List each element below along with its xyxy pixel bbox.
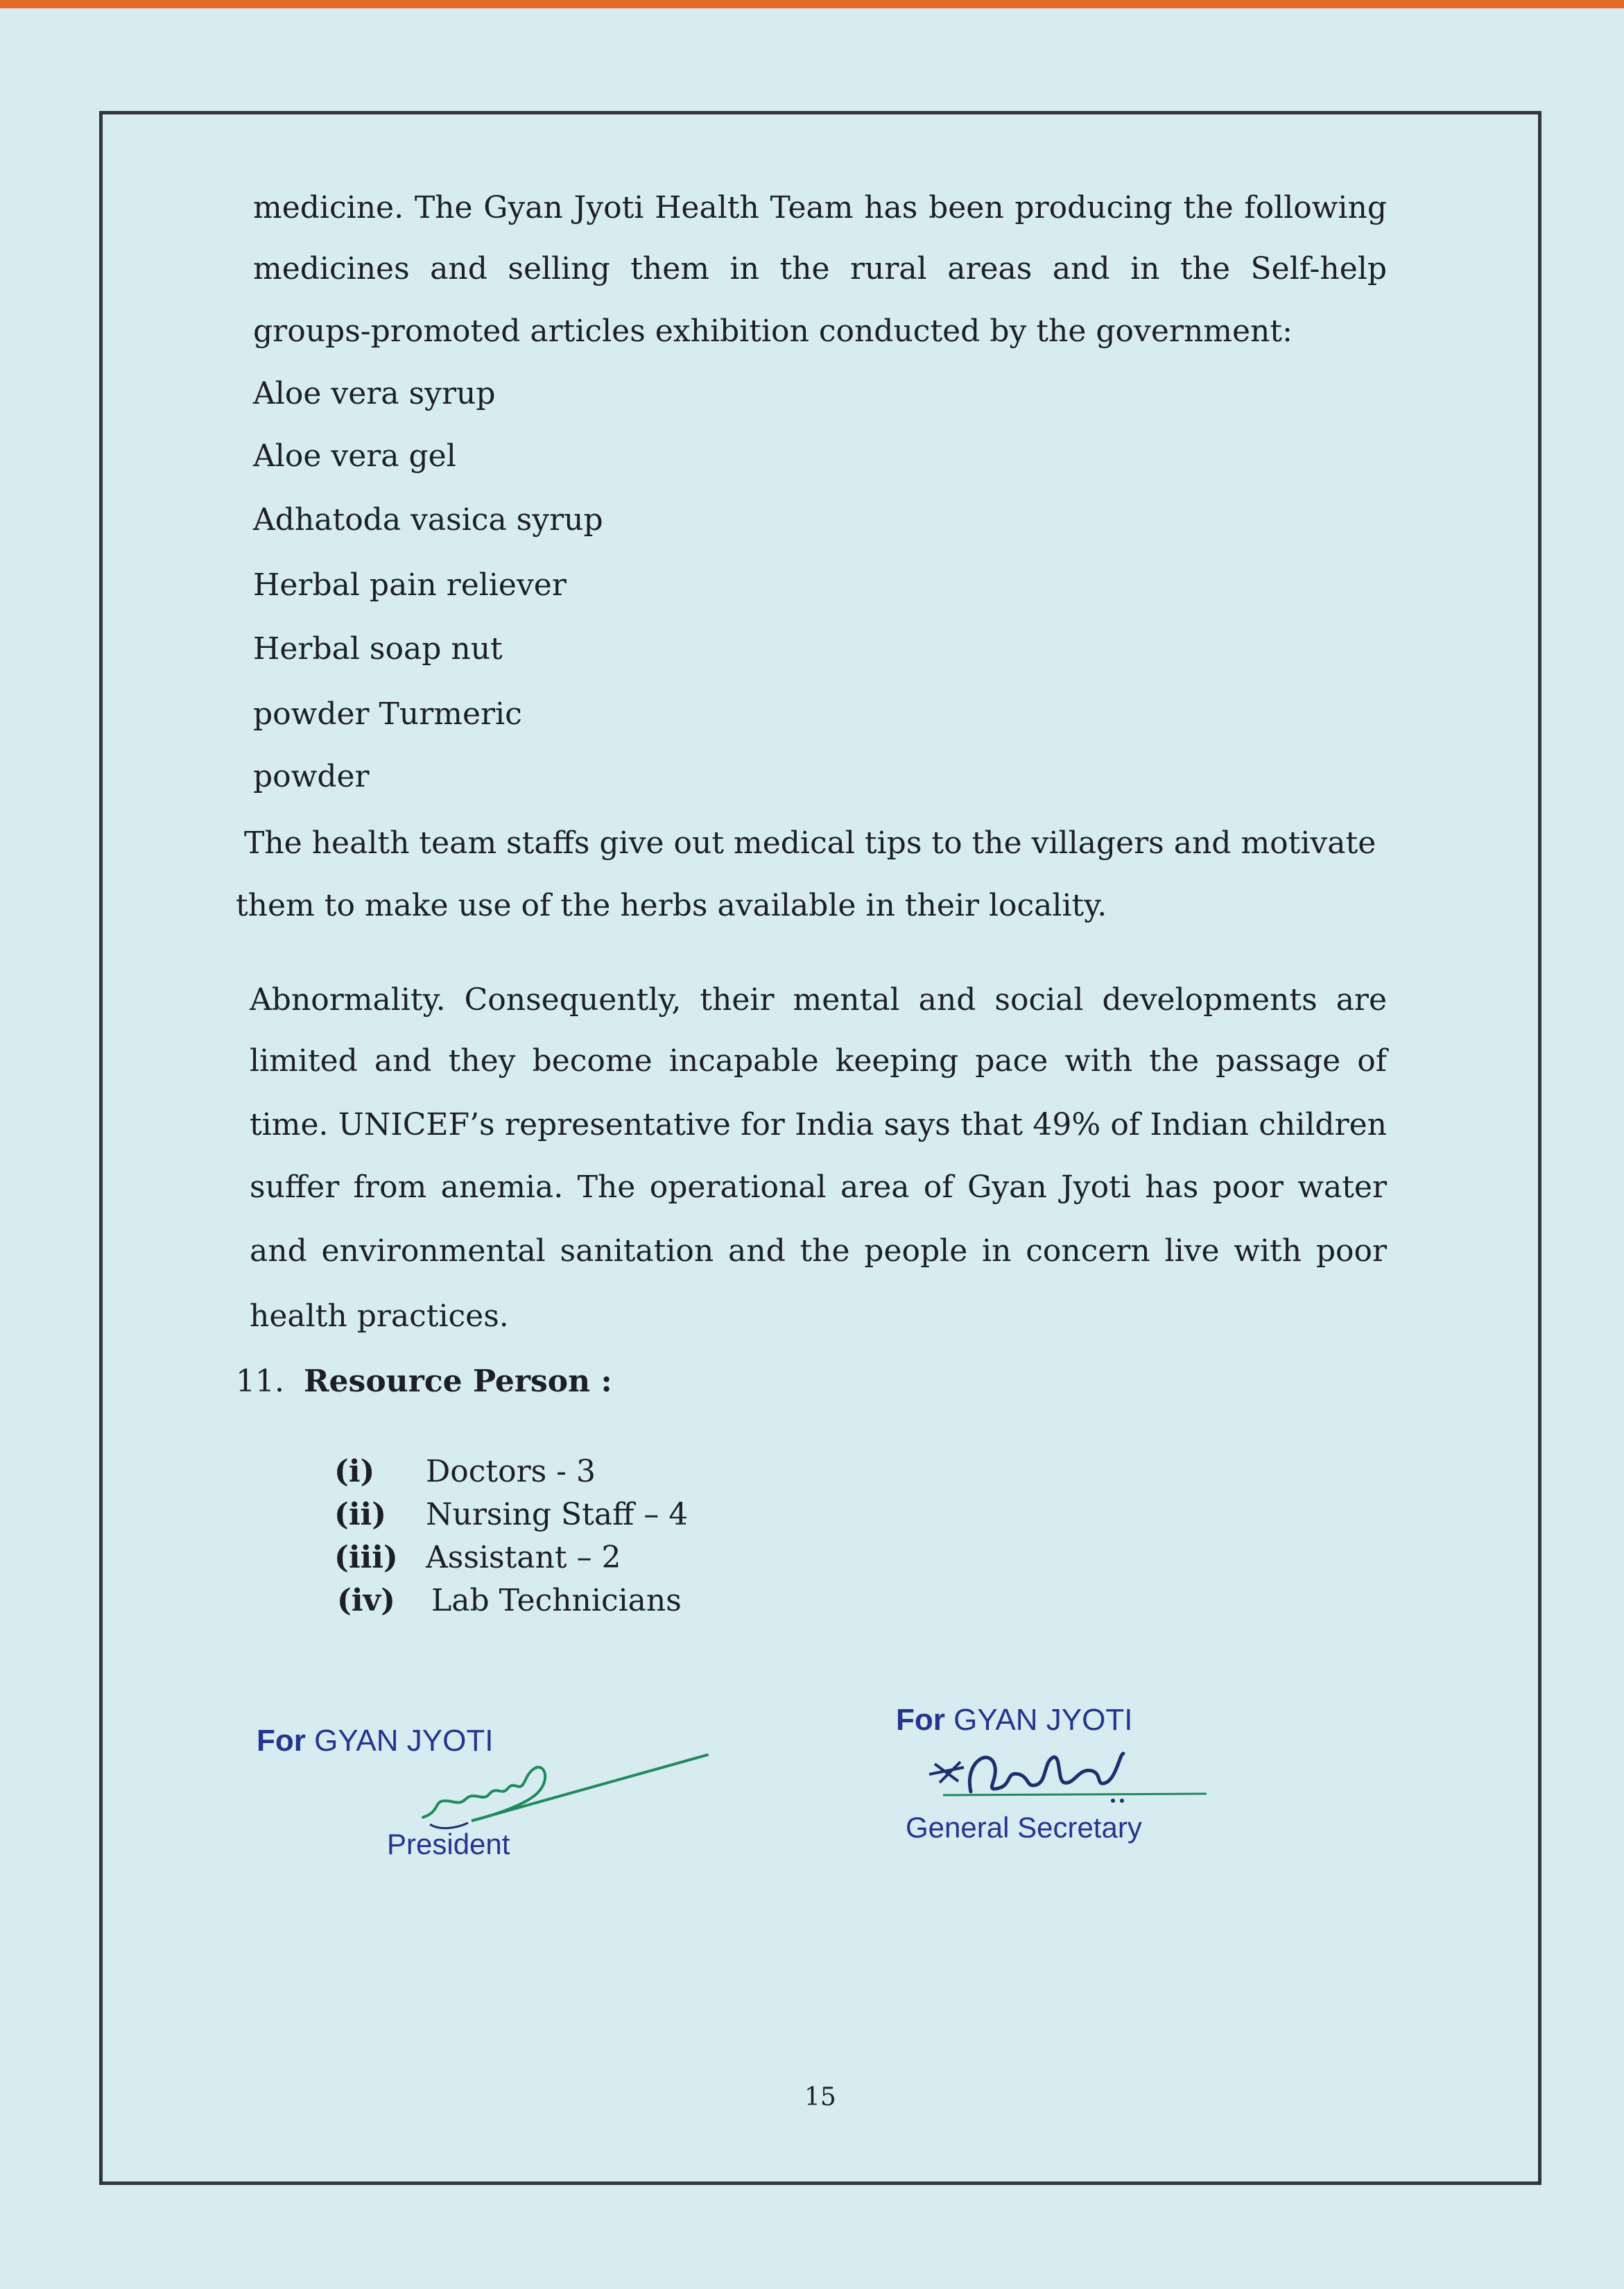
resource-marker: (iv): [337, 1583, 395, 1618]
page-number: 15: [804, 2083, 836, 2111]
paragraph-3-line-3: time. UNICEF’s representative for India says that 49% of Indian children: [250, 1107, 1387, 1142]
medicine-item: Aloe vera gel: [253, 438, 456, 474]
paragraph-1-line-3: groups-promoted articles exhibition conducted by the government:: [253, 314, 1293, 349]
paragraph-1-line-1: medicine. The Gyan Jyoti Health Team has been producing the following: [253, 190, 1387, 225]
section-title: Resource Person :: [303, 1364, 612, 1399]
resource-marker: (i): [334, 1454, 375, 1489]
resource-marker: (iii): [334, 1540, 398, 1575]
medicine-item: Herbal pain reliever: [253, 567, 567, 603]
paragraph-2-line-1: The health team staffs give out medical tips to the villagers and motivate: [244, 825, 1376, 861]
paragraph-3-line-1: Abnormality. Consequently, their mental and social developments are: [250, 982, 1387, 1018]
right-stamp-heading: [896, 1705, 1132, 1735]
paragraph-3-line-5: and environmental sanitation and the people in concern live with poor: [250, 1233, 1387, 1269]
left-stamp-role: President: [387, 1828, 510, 1860]
resource-marker: (ii): [334, 1497, 387, 1532]
right-stamp-org: GYAN JYOTI: [953, 1703, 1133, 1737]
medicine-item: Aloe vera syrup: [253, 376, 496, 411]
medicine-item: powder Turmeric: [253, 696, 522, 732]
top-edge-strip: [0, 0, 1624, 8]
left-stamp-org: GYAN JYOTI: [314, 1724, 494, 1758]
paragraph-1-line-2: medicines and selling them in the rural areas and in the Self-help: [253, 251, 1387, 286]
paragraph-3-line-6: health practices.: [250, 1298, 509, 1334]
left-stamp-for: For: [257, 1724, 306, 1758]
right-stamp-for: For: [896, 1703, 945, 1737]
general-secretary-signature: [915, 1733, 1207, 1809]
section-number: 11.: [236, 1364, 284, 1399]
medicine-item: Adhatoda vasica syrup: [253, 502, 603, 538]
resource-text: Assistant – 2: [426, 1540, 621, 1575]
section-heading: [236, 1366, 612, 1397]
medicine-item: Herbal soap nut: [253, 631, 503, 667]
paragraph-2-line-2: them to make use of the herbs available in their locality.: [236, 888, 1107, 923]
medicine-item: powder: [253, 759, 370, 794]
resource-text: Nursing Staff – 4: [426, 1497, 689, 1532]
right-stamp-role: General Secretary: [906, 1811, 1142, 1844]
paragraph-3-line-4: suffer from anemia. The operational area of Gyan Jyoti has poor water: [250, 1169, 1387, 1205]
resource-text: Doctors - 3: [426, 1454, 596, 1489]
resource-text: Lab Technicians: [431, 1583, 682, 1618]
paragraph-3-line-2: limited and they become incapable keeping pace with the passage of: [250, 1043, 1387, 1079]
page-border: [99, 111, 1541, 2185]
